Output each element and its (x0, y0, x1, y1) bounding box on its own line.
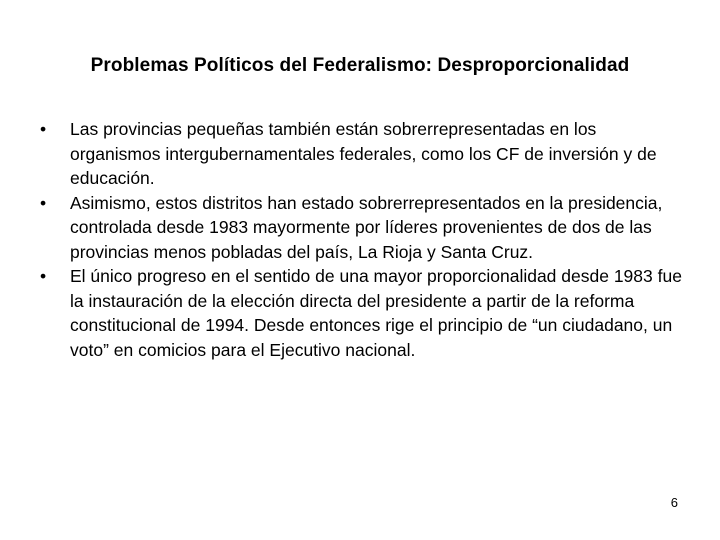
bullet-item-3 (40, 264, 690, 362)
bullet-icon: • (40, 119, 47, 139)
bullet-item-2 (40, 191, 690, 265)
slide-title: Problemas Políticos del Federalismo: Desproporcionalidad (90, 55, 630, 76)
bullet-item-1 (40, 117, 690, 191)
bullet-text: Las provincias pequeñas también están sobrerrepresentadas en los organismos intergubernamentales federales, como los CF de inversión y de educación. (70, 119, 657, 188)
bullet-text: El único progreso en el sentido de una mayor proporcionalidad desde 1983 fue la instauración de la elección directa del presidente a partir de la reforma constitucional de 1994. Desde entonces rige el principio de “un ciudadano, un voto” en comicios para el Ejecutivo nacional. (70, 266, 682, 360)
bullet-icon: • (40, 192, 47, 213)
page-number: 6 (670, 495, 678, 510)
bullet-text: Asimismo, estos distritos han estado sobrerrepresentados en la presidencia, controlada desde 1983 mayormente por líderes provenientes de dos de las provincias menos pobladas del país, La Rioja y Santa Cruz. (70, 192, 663, 262)
bullet-icon: • (40, 266, 47, 286)
bullet-list (40, 117, 690, 362)
